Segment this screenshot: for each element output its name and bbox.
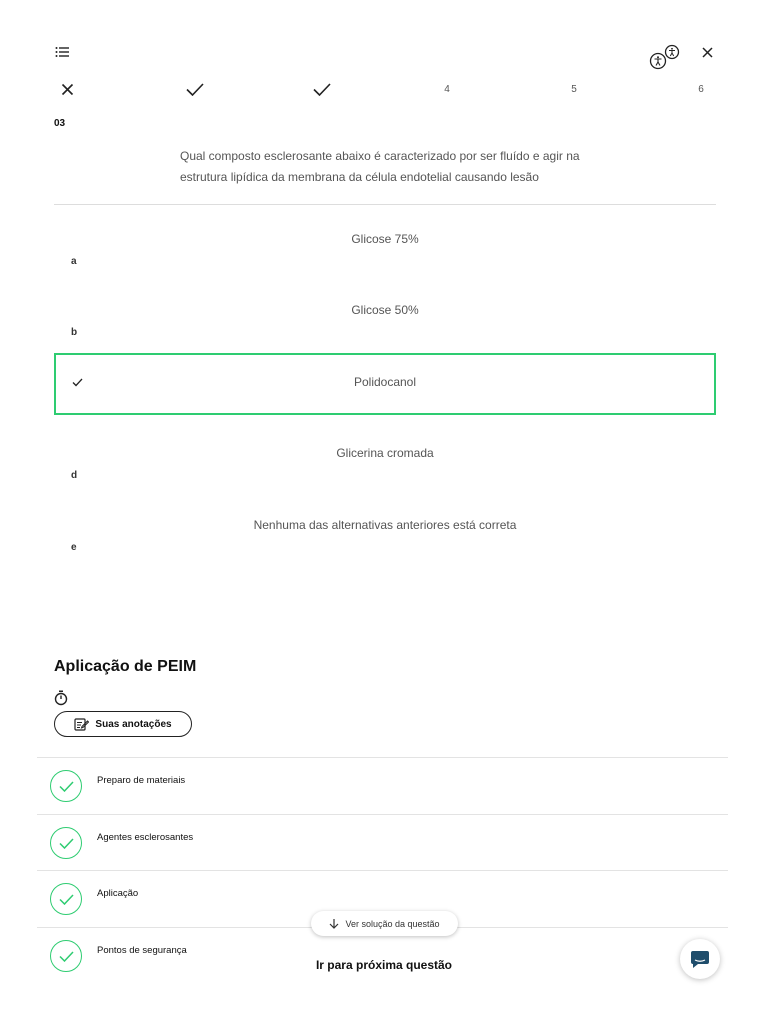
option-letter: a <box>71 256 77 267</box>
option-text: Glicerina cromada <box>336 446 434 460</box>
notes-icon <box>74 717 89 731</box>
check-icon <box>186 83 204 96</box>
step-2[interactable] <box>182 78 208 100</box>
view-solution-label: Ver solução da questão <box>345 918 440 929</box>
step-5[interactable]: 5 <box>571 83 577 95</box>
next-question-button[interactable]: Ir para próxima questão <box>315 958 453 972</box>
notes-button[interactable] <box>54 711 192 737</box>
question-number: 03 <box>54 118 66 129</box>
option-letter: b <box>71 327 78 338</box>
list-icon <box>55 46 69 58</box>
chat-button[interactable] <box>680 939 720 979</box>
lesson-item[interactable] <box>37 814 728 872</box>
check-circle-icon <box>50 827 82 859</box>
accessibility-button[interactable] <box>648 42 682 72</box>
close-button[interactable] <box>697 43 717 61</box>
close-icon <box>702 47 713 58</box>
x-icon <box>61 83 74 96</box>
step-6[interactable]: 6 <box>698 83 704 95</box>
check-icon <box>313 83 331 96</box>
chat-icon <box>690 950 710 969</box>
lesson-label: Preparo de materiais <box>97 775 186 786</box>
step-4[interactable]: 4 <box>444 83 450 95</box>
view-solution-button[interactable] <box>311 911 458 936</box>
option-d[interactable] <box>54 440 716 502</box>
option-text: Polidocanol <box>353 375 417 389</box>
option-letter: e <box>71 542 77 553</box>
step-1[interactable] <box>54 78 80 100</box>
lesson-label: Agentes esclerosantes <box>97 832 194 843</box>
lesson-label: Pontos de segurança <box>97 945 187 956</box>
notes-label: Suas anotações <box>95 718 172 730</box>
option-a[interactable] <box>54 226 716 288</box>
option-c[interactable] <box>54 353 716 415</box>
option-e[interactable] <box>54 512 716 574</box>
lesson-label: Aplicação <box>97 888 139 899</box>
timer-icon <box>54 690 68 706</box>
divider <box>54 204 716 205</box>
option-text: Glicose 50% <box>351 303 419 317</box>
option-letter: d <box>71 470 78 481</box>
arrow-down-icon <box>329 918 339 929</box>
check-circle-icon <box>50 940 82 972</box>
step-3[interactable] <box>309 78 335 100</box>
menu-button[interactable] <box>52 43 72 61</box>
accessibility-icon <box>648 42 682 72</box>
option-b[interactable] <box>54 297 716 359</box>
check-circle-icon <box>50 883 82 915</box>
option-text: Glicose 75% <box>351 232 419 246</box>
check-circle-icon <box>50 770 82 802</box>
section-title: Aplicação de PEIM <box>54 658 197 675</box>
option-text: Nenhuma das alternativas anteriores está correta <box>253 518 517 532</box>
question-text: Qual composto esclerosante abaixo é caracterizado por ser fluído e agir na estrutura lipídica da membrana da célula endotelial causando lesão <box>180 149 580 184</box>
lesson-item[interactable] <box>37 757 728 815</box>
